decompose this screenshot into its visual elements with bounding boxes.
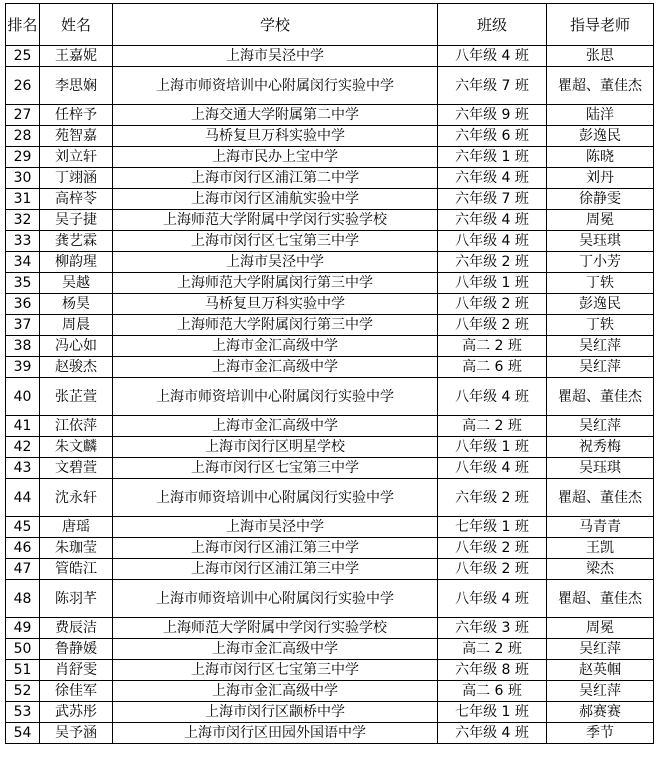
cell-class: 六年级 1 班 (438, 147, 547, 168)
cell-teacher (547, 273, 654, 294)
table-body (6, 46, 654, 744)
cell-class: 六年级 6 班 (438, 126, 547, 147)
cell-name: 文碧萱 (40, 458, 113, 479)
cell-school: 马桥复旦万科实验中学 (113, 294, 438, 315)
cell-rank: 29 (6, 147, 40, 168)
cell-school: 上海市闵行区七宝第三中学 (113, 458, 438, 479)
table-row (6, 231, 654, 252)
teacher-text: 郝赛赛 (579, 704, 621, 720)
cell-name: 苑智嘉 (40, 126, 113, 147)
cell-name: 徐佳军 (40, 681, 113, 702)
teacher-text: 周冕 (586, 620, 614, 636)
cell-teacher (547, 357, 654, 378)
teacher-text: 陆洋 (586, 107, 614, 123)
cell-teacher (547, 126, 654, 147)
table-row (6, 378, 654, 416)
cell-name: 沈永轩 (40, 479, 113, 517)
cell-school: 上海师范大学附属闵行第三中学 (113, 273, 438, 294)
teacher-text: 陈晓 (586, 149, 614, 165)
cell-school: 上海市闵行区浦江第二中学 (113, 168, 438, 189)
cell-name: 武苏彤 (40, 702, 113, 723)
table-row (6, 168, 654, 189)
cell-class: 八年级 4 班 (438, 580, 547, 618)
cell-school: 上海市金汇高级中学 (113, 416, 438, 437)
cell-teacher (547, 189, 654, 210)
cell-name: 赵骏杰 (40, 357, 113, 378)
table-row (6, 479, 654, 517)
cell-rank: 38 (6, 336, 40, 357)
table-row (6, 210, 654, 231)
cell-school: 上海市师资培训中心附属闵行实验中学 (113, 67, 438, 105)
header-name: 姓名 (40, 4, 113, 46)
cell-name: 刘立轩 (40, 147, 113, 168)
cell-rank: 51 (6, 660, 40, 681)
cell-rank: 54 (6, 723, 40, 744)
header-school: 学校 (113, 4, 438, 46)
cell-school: 上海市师资培训中心附属闵行实验中学 (113, 580, 438, 618)
table-row (6, 681, 654, 702)
cell-name: 王嘉妮 (40, 46, 113, 67)
cell-teacher (547, 723, 654, 744)
cell-teacher (547, 618, 654, 639)
cell-rank: 34 (6, 252, 40, 273)
cell-rank: 35 (6, 273, 40, 294)
table-row (6, 660, 654, 681)
cell-name: 鲁静媛 (40, 639, 113, 660)
cell-class: 六年级 4 班 (438, 723, 547, 744)
cell-class: 七年级 1 班 (438, 517, 547, 538)
cell-name: 吴予涵 (40, 723, 113, 744)
cell-rank: 47 (6, 559, 40, 580)
cell-name: 吴越 (40, 273, 113, 294)
cell-name: 吴子捷 (40, 210, 113, 231)
table-row (6, 46, 654, 67)
cell-name: 朱珈莹 (40, 538, 113, 559)
teacher-text: 瞿超、董佳杰 (558, 77, 642, 94)
cell-name: 周晨 (40, 315, 113, 336)
cell-teacher (547, 67, 654, 105)
table-row (6, 294, 654, 315)
cell-rank: 28 (6, 126, 40, 147)
cell-teacher (547, 479, 654, 517)
table-row (6, 67, 654, 105)
cell-school: 上海市师资培训中心附属闵行实验中学 (113, 479, 438, 517)
teacher-text: 周冕 (586, 212, 614, 228)
table-row (6, 458, 654, 479)
teacher-text: 祝秀梅 (579, 439, 621, 455)
cell-school: 上海市闵行区颛桥中学 (113, 702, 438, 723)
teacher-text: 吴珏琪 (579, 233, 621, 249)
cell-class: 六年级 2 班 (438, 479, 547, 517)
teacher-text: 丁轶 (586, 317, 614, 333)
table-row (6, 315, 654, 336)
teacher-text: 王凯 (586, 540, 614, 556)
teacher-text: 梁杰 (586, 561, 614, 577)
table-row (6, 538, 654, 559)
table-header (6, 4, 654, 46)
cell-rank: 33 (6, 231, 40, 252)
cell-class: 六年级 4 班 (438, 168, 547, 189)
cell-teacher (547, 517, 654, 538)
cell-name: 任梓予 (40, 105, 113, 126)
cell-name: 陈羽芊 (40, 580, 113, 618)
table-row (6, 559, 654, 580)
teacher-text: 吴红萍 (579, 641, 621, 657)
cell-school: 上海市闵行区七宝第三中学 (113, 660, 438, 681)
cell-rank: 44 (6, 479, 40, 517)
cell-teacher (547, 639, 654, 660)
cell-teacher (547, 559, 654, 580)
cell-rank: 52 (6, 681, 40, 702)
cell-name: 江依萍 (40, 416, 113, 437)
cell-school: 上海市闵行区明星学校 (113, 437, 438, 458)
cell-rank: 30 (6, 168, 40, 189)
teacher-text: 吴红萍 (579, 359, 621, 375)
cell-rank: 43 (6, 458, 40, 479)
table-row (6, 126, 654, 147)
cell-rank: 42 (6, 437, 40, 458)
cell-rank: 48 (6, 580, 40, 618)
teacher-text: 吴红萍 (579, 338, 621, 354)
cell-class: 八年级 1 班 (438, 437, 547, 458)
cell-name: 冯心如 (40, 336, 113, 357)
cell-class: 高二 6 班 (438, 681, 547, 702)
cell-school: 上海市金汇高级中学 (113, 681, 438, 702)
cell-school: 上海市闵行区浦江第三中学 (113, 538, 438, 559)
cell-teacher (547, 580, 654, 618)
cell-name: 龚艺霖 (40, 231, 113, 252)
cell-school: 上海市金汇高级中学 (113, 639, 438, 660)
cell-class: 六年级 9 班 (438, 105, 547, 126)
table-row (6, 273, 654, 294)
table-row (6, 639, 654, 660)
teacher-text: 徐静雯 (579, 191, 621, 207)
cell-school: 上海市吴泾中学 (113, 252, 438, 273)
cell-rank: 45 (6, 517, 40, 538)
cell-school: 上海师范大学附属中学闵行实验学校 (113, 210, 438, 231)
cell-teacher (547, 681, 654, 702)
table-row (6, 517, 654, 538)
table-row (6, 437, 654, 458)
cell-teacher (547, 336, 654, 357)
teacher-text: 季节 (586, 725, 614, 741)
cell-rank: 41 (6, 416, 40, 437)
cell-class: 高二 6 班 (438, 357, 547, 378)
cell-class: 六年级 7 班 (438, 67, 547, 105)
cell-name: 朱文麟 (40, 437, 113, 458)
cell-class: 八年级 4 班 (438, 231, 547, 252)
cell-school: 上海市吴泾中学 (113, 46, 438, 67)
table-row (6, 416, 654, 437)
cell-school: 马桥复旦万科实验中学 (113, 126, 438, 147)
teacher-text: 吴红萍 (579, 418, 621, 434)
cell-class: 六年级 2 班 (438, 252, 547, 273)
cell-class: 八年级 4 班 (438, 378, 547, 416)
cell-class: 八年级 4 班 (438, 46, 547, 67)
cell-school: 上海师范大学附属闵行第三中学 (113, 315, 438, 336)
cell-class: 高二 2 班 (438, 639, 547, 660)
cell-rank: 53 (6, 702, 40, 723)
cell-teacher (547, 46, 654, 67)
cell-rank: 36 (6, 294, 40, 315)
cell-rank: 25 (6, 46, 40, 67)
cell-rank: 50 (6, 639, 40, 660)
table-row (6, 580, 654, 618)
cell-teacher (547, 105, 654, 126)
cell-class: 八年级 1 班 (438, 273, 547, 294)
cell-name: 柳韵瑆 (40, 252, 113, 273)
cell-teacher (547, 378, 654, 416)
cell-teacher (547, 416, 654, 437)
cell-school: 上海市金汇高级中学 (113, 357, 438, 378)
table-row (6, 252, 654, 273)
table-row (6, 336, 654, 357)
cell-class: 八年级 2 班 (438, 294, 547, 315)
cell-class: 六年级 4 班 (438, 210, 547, 231)
cell-class: 六年级 7 班 (438, 189, 547, 210)
cell-class: 八年级 2 班 (438, 559, 547, 580)
cell-rank: 46 (6, 538, 40, 559)
cell-class: 七年级 1 班 (438, 702, 547, 723)
teacher-text: 张思 (586, 48, 614, 64)
cell-school: 上海市金汇高级中学 (113, 336, 438, 357)
cell-class: 八年级 4 班 (438, 458, 547, 479)
table-row (6, 189, 654, 210)
cell-class: 六年级 8 班 (438, 660, 547, 681)
cell-school: 上海师范大学附属中学闵行实验学校 (113, 618, 438, 639)
header-teacher: 指导老师 (547, 4, 654, 46)
cell-rank: 49 (6, 618, 40, 639)
teacher-text: 彭逸民 (579, 128, 621, 144)
cell-school: 上海市师资培训中心附属闵行实验中学 (113, 378, 438, 416)
cell-name: 肖舒雯 (40, 660, 113, 681)
cell-name: 丁翊涵 (40, 168, 113, 189)
cell-rank: 26 (6, 67, 40, 105)
table-row (6, 105, 654, 126)
cell-teacher (547, 168, 654, 189)
cell-class: 高二 2 班 (438, 416, 547, 437)
cell-name: 杨昊 (40, 294, 113, 315)
teacher-text: 刘丹 (586, 170, 614, 186)
cell-name: 管皓江 (40, 559, 113, 580)
cell-rank: 27 (6, 105, 40, 126)
teacher-text: 马青青 (579, 519, 621, 535)
teacher-text: 瞿超、董佳杰 (558, 489, 642, 506)
teacher-text: 吴珏琪 (579, 460, 621, 476)
cell-teacher (547, 210, 654, 231)
cell-class: 八年级 2 班 (438, 315, 547, 336)
table-row (6, 147, 654, 168)
teacher-text: 丁小芳 (579, 254, 621, 270)
cell-school: 上海交通大学附属第二中学 (113, 105, 438, 126)
teacher-text: 瞿超、董佳杰 (558, 388, 642, 405)
cell-school: 上海市闵行区浦航实验中学 (113, 189, 438, 210)
table-row (6, 357, 654, 378)
cell-teacher (547, 702, 654, 723)
cell-school: 上海市闵行区浦江第三中学 (113, 559, 438, 580)
header-rank: 排名 (6, 4, 40, 46)
cell-teacher (547, 458, 654, 479)
header-class: 班级 (438, 4, 547, 46)
cell-school: 上海市民办上宝中学 (113, 147, 438, 168)
table-row (6, 723, 654, 744)
cell-name: 费辰洁 (40, 618, 113, 639)
cell-name: 唐瑶 (40, 517, 113, 538)
cell-rank: 39 (6, 357, 40, 378)
cell-class: 八年级 2 班 (438, 538, 547, 559)
teacher-text: 瞿超、董佳杰 (558, 590, 642, 607)
cell-teacher (547, 437, 654, 458)
ranking-table (5, 3, 654, 744)
teacher-text: 丁轶 (586, 275, 614, 291)
cell-rank: 31 (6, 189, 40, 210)
cell-teacher (547, 660, 654, 681)
cell-rank: 37 (6, 315, 40, 336)
cell-rank: 40 (6, 378, 40, 416)
teacher-text: 吴红萍 (579, 683, 621, 699)
cell-name: 高梓苓 (40, 189, 113, 210)
cell-teacher (547, 294, 654, 315)
table-row (6, 702, 654, 723)
cell-teacher (547, 252, 654, 273)
cell-school: 上海市闵行区七宝第三中学 (113, 231, 438, 252)
cell-teacher (547, 231, 654, 252)
cell-teacher (547, 147, 654, 168)
teacher-text: 赵英帼 (579, 662, 621, 678)
cell-rank: 32 (6, 210, 40, 231)
table-row (6, 618, 654, 639)
cell-class: 六年级 3 班 (438, 618, 547, 639)
cell-class: 高二 2 班 (438, 336, 547, 357)
cell-name: 张芷萱 (40, 378, 113, 416)
cell-teacher (547, 538, 654, 559)
teacher-text: 彭逸民 (579, 296, 621, 312)
cell-name: 李思娴 (40, 67, 113, 105)
cell-teacher (547, 315, 654, 336)
cell-school: 上海市闵行区田园外国语中学 (113, 723, 438, 744)
cell-school: 上海市吴泾中学 (113, 517, 438, 538)
